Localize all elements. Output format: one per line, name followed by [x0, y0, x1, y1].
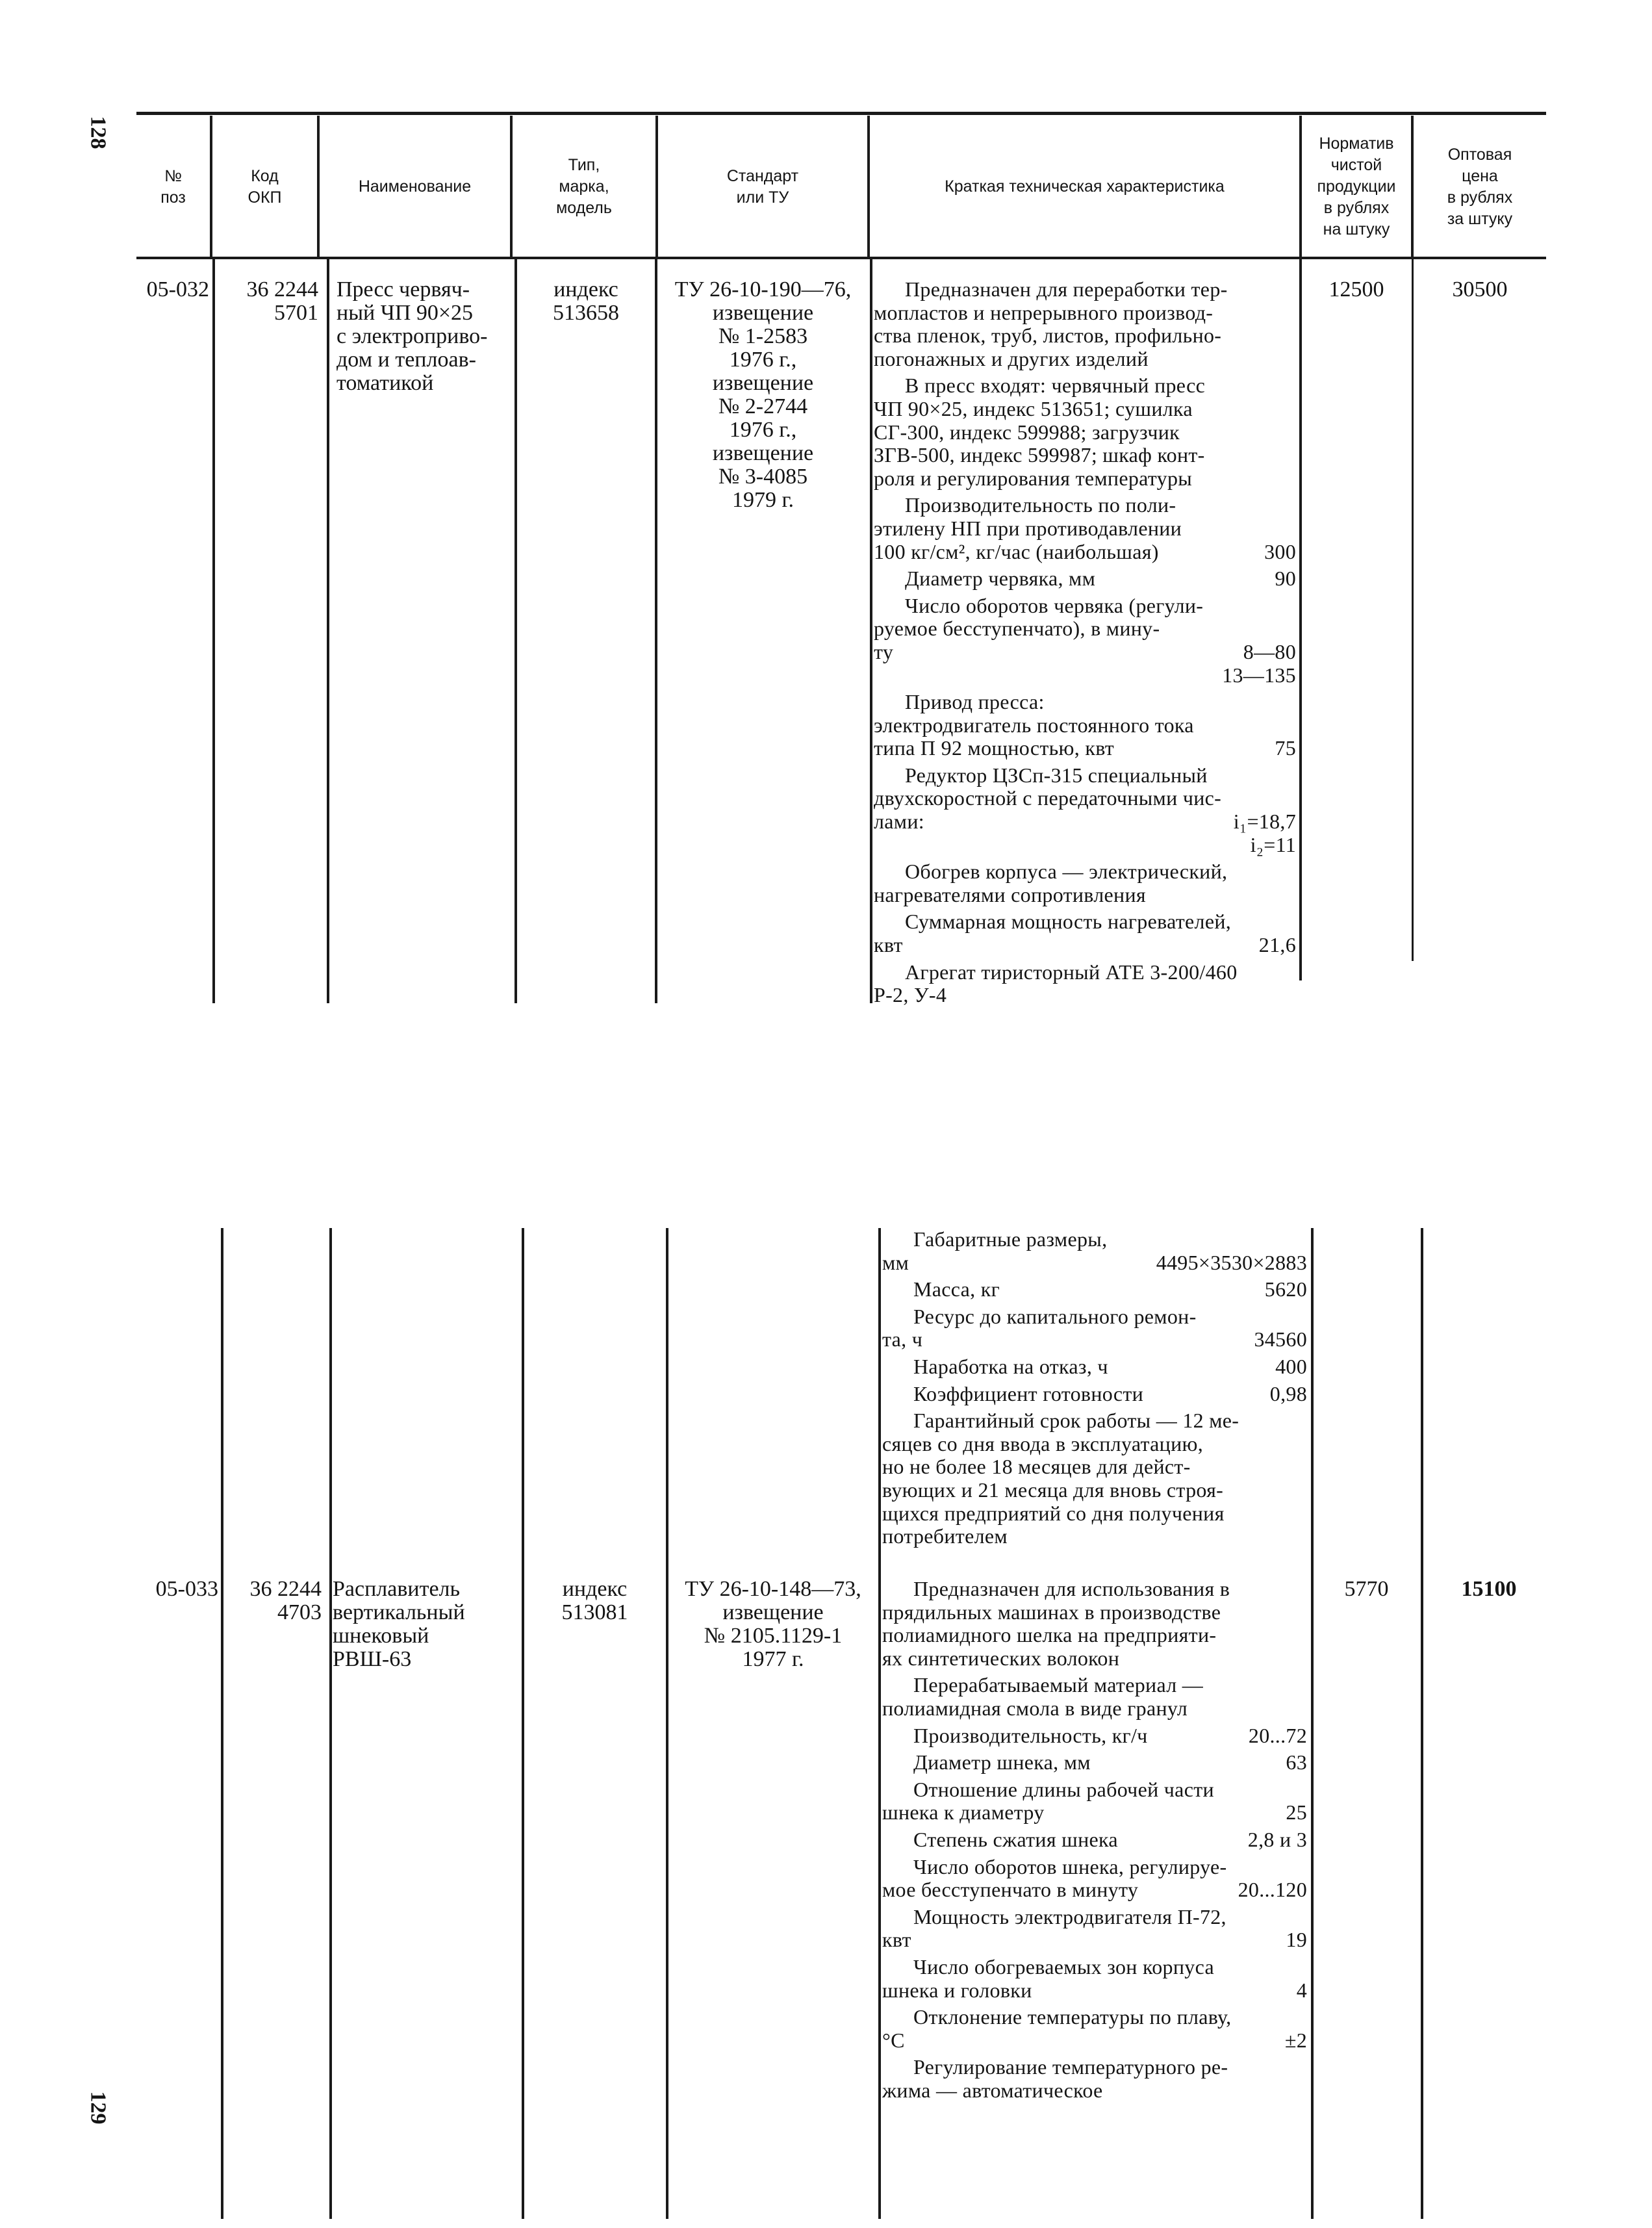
description-line: [882, 1278, 1307, 1301]
column-divider: [1412, 259, 1414, 961]
description-line: [874, 421, 1296, 444]
description-line: [882, 1928, 1307, 1952]
description-value: 19: [1286, 1928, 1307, 1952]
row2-price: 15100: [1461, 1577, 1517, 1601]
column-divider: [870, 259, 872, 1003]
description-line: [882, 1409, 1307, 1433]
row2-name: Расплавитель вертикальный шнековый РВШ-63: [333, 1577, 465, 1671]
description-line: [882, 1355, 1307, 1379]
description-line: [874, 714, 1296, 737]
page-number-bottom: 129: [86, 2091, 110, 2125]
row1-name: Пресс червяч- ный ЧП 90×25 с электроприво- дом и теплоав- томатикой: [337, 277, 488, 395]
description-text: Р-2, У-4: [874, 983, 947, 1007]
description-line: [874, 398, 1296, 421]
description-text: потребителем: [882, 1524, 1008, 1548]
description-text: Ресурс до капитального ремон-: [913, 1304, 1197, 1328]
description-text: лами:: [874, 810, 924, 834]
description-value: 25: [1286, 1800, 1307, 1825]
description-line: [874, 834, 1296, 857]
description-line: [882, 1979, 1307, 2003]
description-text: мм: [882, 1250, 909, 1274]
description-line: [874, 764, 1296, 787]
description-line: [874, 664, 1296, 687]
description-text: ях синтетических волокон: [882, 1646, 1120, 1670]
description-text: квт: [882, 1928, 911, 1952]
description-text: руемое бесступенчато), в мину-: [874, 617, 1160, 641]
description-text: Степень сжатия шнека: [913, 1827, 1118, 1851]
description-line: [882, 2029, 1307, 2053]
description-text: Производительность, кг/ч: [913, 1723, 1148, 1747]
description-value: 20...120: [1238, 1878, 1307, 1902]
column-divider: [329, 1228, 332, 2219]
description-line: [882, 2079, 1307, 2103]
description-line: [874, 961, 1296, 984]
row1-description-continued: [882, 1228, 1307, 1548]
description-text: Производительность по поли-: [905, 493, 1176, 517]
column-divider: [1421, 1228, 1423, 2219]
description-line: [882, 1601, 1307, 1624]
description-line: [882, 1502, 1307, 1526]
description-line: [874, 494, 1296, 517]
description-text: Обогрев корпуса — электрический,: [905, 860, 1228, 884]
description-value: 4495×3530×2883: [1156, 1250, 1307, 1274]
description-text: Наработка на отказ, ч: [913, 1354, 1108, 1378]
description-text: ЗГВ-500, индекс 599987; шкаф конт-: [874, 443, 1205, 467]
description-text: погонажных и других изделий: [874, 346, 1149, 370]
description-value: 5620: [1264, 1277, 1307, 1301]
description-text: нагревателями сопротивления: [874, 882, 1146, 906]
description-text: Число оборотов червяка (регули-: [905, 593, 1204, 617]
header-description: Краткая техническая характеристика: [945, 177, 1225, 196]
row2-pos: 05-033: [155, 1577, 218, 1601]
description-text: Предназначен для переработки тер-: [905, 277, 1228, 301]
description-line: [874, 910, 1296, 934]
description-line: [874, 860, 1296, 884]
description-line: [874, 517, 1296, 541]
description-line: [882, 1724, 1307, 1748]
description-value: 13—135: [1222, 663, 1296, 687]
description-text: Габаритные размеры,: [913, 1227, 1108, 1251]
description-line: [874, 787, 1296, 810]
description-line: [874, 737, 1296, 760]
description-text: прядильных машинах в производстве: [882, 1600, 1221, 1624]
row2-standard: ТУ 26-10-148—73, извещение № 2105.1129-1 1977 г.: [685, 1577, 861, 1671]
description-text: та, ч: [882, 1327, 923, 1351]
description-line: [874, 348, 1296, 371]
description-line: [874, 324, 1296, 348]
description-value: 2,8 и 3: [1247, 1827, 1307, 1851]
description-line: [882, 2006, 1307, 2029]
header-name: Наименование: [358, 177, 472, 196]
description-line: [882, 1956, 1307, 1979]
description-text: мопластов и непрерывного производ-: [874, 300, 1214, 324]
header-price: Оптовая цена в рублях за штуку: [1447, 145, 1513, 228]
table-top-border: [136, 112, 1546, 115]
description-text: полиамидная смола в виде гранул: [882, 1696, 1188, 1720]
description-line: [882, 1479, 1307, 1502]
column-divider: [522, 1228, 524, 2219]
description-line: [882, 1383, 1307, 1406]
description-line: [882, 1697, 1307, 1721]
description-text: Диаметр шнека, мм: [913, 1750, 1091, 1774]
description-line: [874, 595, 1296, 618]
description-line: [882, 1647, 1307, 1671]
description-text: Число оборотов шнека, регулируе-: [913, 1854, 1227, 1878]
description-line: [882, 1433, 1307, 1456]
description-line: [882, 1828, 1307, 1852]
description-line: [882, 1878, 1307, 1902]
description-line: [874, 467, 1296, 491]
column-divider: [666, 1228, 668, 2219]
description-line: [874, 984, 1296, 1007]
header-pos: № поз: [160, 166, 186, 207]
header-code: Код ОКП: [248, 166, 282, 207]
description-line: [874, 617, 1296, 641]
row1-standard: ТУ 26-10-190—76, извещение № 1-2583 1976 г., извещение № 2-2744 1976 г., извещение № 3-4085 1979 г.: [674, 277, 852, 512]
description-text: электродвигатель постоянного тока: [874, 713, 1194, 737]
description-line: [874, 884, 1296, 907]
description-text: этилену НП при противодавлении: [874, 516, 1182, 540]
row1-code: 36 2244 5701: [246, 277, 318, 325]
description-text: Редуктор ЦЗСп-315 специальный: [905, 763, 1208, 787]
description-text: Регулирование температурного ре-: [913, 2055, 1228, 2079]
description-text: щихся предприятий со дня получения: [882, 1501, 1225, 1525]
row1-description: [874, 278, 1296, 1007]
description-text: ства пленок, труб, листов, профильно-: [874, 324, 1222, 348]
description-line: [882, 1578, 1307, 1601]
description-value: 4: [1296, 1978, 1307, 2002]
description-text: Отношение длины рабочей части: [913, 1777, 1214, 1801]
row1-price: 30500: [1452, 277, 1508, 301]
description-line: [874, 691, 1296, 714]
description-text: жима — автоматическое: [882, 2078, 1103, 2102]
description-text: Суммарная мощность нагревателей,: [905, 910, 1232, 934]
description-text: двухскоростной с передаточными чис-: [874, 786, 1222, 810]
description-line: [882, 1778, 1307, 1802]
description-value: i₁=18,7: [1233, 810, 1296, 834]
column-divider: [878, 1228, 881, 2219]
column-divider: [1311, 1228, 1314, 2219]
header-bottom-border: [136, 257, 1546, 259]
description-line: [882, 1525, 1307, 1548]
description-text: СГ-300, индекс 599988; загрузчик: [874, 420, 1180, 444]
description-text: ту: [874, 639, 894, 663]
description-line: [882, 1455, 1307, 1479]
description-line: [882, 1751, 1307, 1774]
page-number-top: 128: [86, 116, 110, 149]
description-text: вующих и 21 месяца для вновь строя-: [882, 1478, 1224, 1502]
description-line: [882, 1228, 1307, 1251]
column-divider: [1299, 259, 1302, 980]
description-line: [882, 1305, 1307, 1329]
description-text: сяцев со дня ввода в эксплуатацию,: [882, 1431, 1204, 1455]
description-line: [874, 301, 1296, 325]
description-text: Число обогреваемых зон корпуса: [913, 1954, 1214, 1978]
description-text: мое бесступенчато в минуту: [882, 1878, 1139, 1902]
description-text: Диаметр червяка, мм: [905, 567, 1096, 591]
description-value: ±2: [1284, 2028, 1307, 2052]
description-line: [874, 934, 1296, 957]
description-value: 0,98: [1269, 1381, 1307, 1405]
description-value: 34560: [1254, 1327, 1307, 1351]
description-line: [874, 374, 1296, 398]
header-standard: Стандарт или ТУ: [726, 166, 799, 207]
description-value: 20...72: [1248, 1723, 1307, 1747]
row2-norm: 5770: [1344, 1577, 1389, 1601]
description-value: i₂=11: [1250, 832, 1296, 856]
description-line: [882, 1251, 1307, 1275]
description-value: 300: [1264, 539, 1296, 563]
description-text: шнека и головки: [882, 1978, 1032, 2002]
header-type: Тип, марка, модель: [556, 156, 612, 217]
row2-code: 36 2244 4703: [249, 1577, 322, 1624]
description-text: Мощность электродвигателя П-72,: [913, 1904, 1226, 1928]
description-text: Агрегат тиристорный АТЕ 3-200/460: [905, 960, 1238, 984]
row2-type: индекс 513081: [561, 1577, 628, 1624]
description-text: Коэффициент готовности: [913, 1381, 1144, 1405]
description-line: [874, 567, 1296, 591]
row1-type: индекс 513658: [553, 277, 619, 325]
description-text: Перерабатываемый материал —: [913, 1673, 1204, 1697]
row2-description: [882, 1578, 1307, 2102]
row1-norm: 12500: [1328, 277, 1384, 301]
description-value: 90: [1275, 567, 1296, 591]
description-value: 75: [1275, 736, 1296, 760]
row1-pos: 05-032: [146, 277, 209, 301]
description-line: [874, 444, 1296, 467]
description-text: Гарантийный срок работы — 12 ме-: [913, 1409, 1239, 1433]
description-line: [882, 1801, 1307, 1825]
description-text: но не более 18 месяцев для дейст-: [882, 1455, 1191, 1479]
description-line: [882, 2056, 1307, 2079]
description-line: [874, 541, 1296, 564]
column-divider: [221, 1228, 223, 2219]
description-text: Привод пресса:: [905, 690, 1045, 714]
description-text: роля и регулирования температуры: [874, 466, 1193, 490]
description-value: 400: [1275, 1354, 1307, 1378]
description-text: °С: [882, 2028, 905, 2052]
description-line: [874, 810, 1296, 834]
column-divider: [212, 259, 215, 1003]
description-text: типа П 92 мощностью, квт: [874, 736, 1115, 760]
description-line: [882, 1624, 1307, 1647]
description-line: [882, 1906, 1307, 1929]
description-line: [882, 1674, 1307, 1697]
description-text: В пресс входят: червячный пресс: [905, 374, 1206, 398]
description-text: Масса, кг: [913, 1277, 1000, 1301]
description-text: квт: [874, 933, 903, 957]
description-text: Предназначен для использования в: [913, 1577, 1230, 1600]
description-line: [882, 1328, 1307, 1351]
column-divider: [515, 259, 517, 1003]
description-value: 63: [1286, 1750, 1307, 1774]
description-line: [874, 641, 1296, 664]
header-norm: Норматив чистой продукции в рублях на штуку: [1317, 134, 1396, 238]
description-text: полиамидного шелка на предприяти-: [882, 1623, 1217, 1647]
description-line: [882, 1856, 1307, 1879]
description-line: [874, 278, 1296, 301]
column-divider: [327, 259, 329, 1003]
description-value: 21,6: [1258, 933, 1296, 957]
description-value: 8—80: [1243, 639, 1296, 663]
description-text: 100 кг/см², кг/час (наибольшая): [874, 539, 1159, 563]
description-text: ЧП 90×25, индекс 513651; сушилка: [874, 396, 1193, 420]
description-text: Отклонение температуры по плаву,: [913, 2005, 1232, 2029]
description-text: шнека к диаметру: [882, 1800, 1045, 1825]
